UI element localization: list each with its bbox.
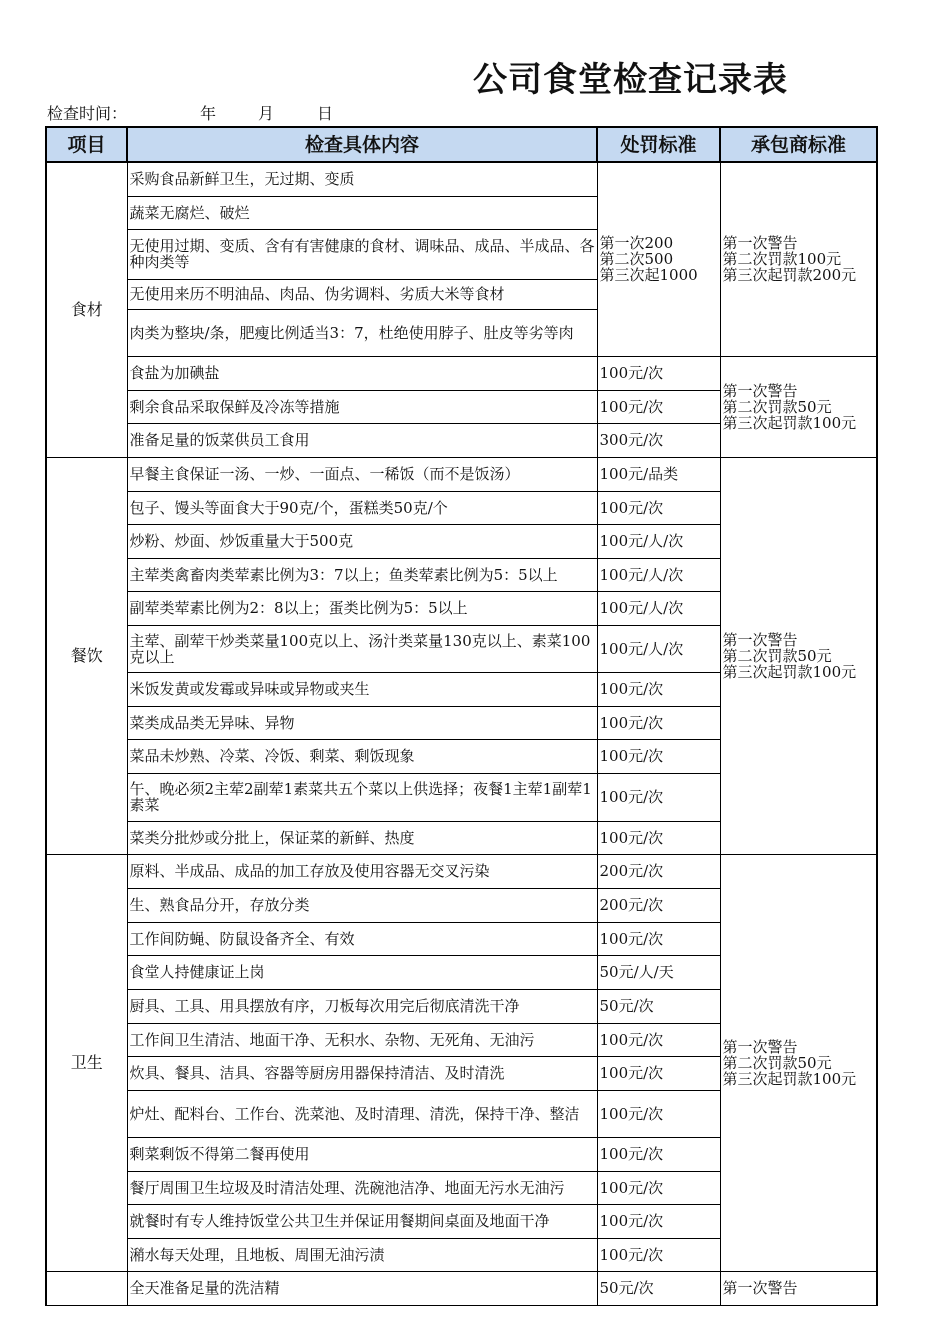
inspection-item: 炉灶、配料台、工作台、洗菜池、及时清理、清洗，保持干净、整洁 (127, 1090, 597, 1137)
inspection-item: 厨具、工具、用具摆放有序，刀板每次用完后彻底清洗干净 (127, 989, 597, 1023)
table-row (46, 162, 877, 196)
penalty-standard: 100元/次 (597, 1056, 720, 1090)
inspection-item: 炒粉、炒面、炒饭重量大于500克 (127, 524, 597, 558)
inspection-item: 主荤、副荤干炒类菜量100克以上、汤汁类菜量130克以上、素菜100克以上 (127, 625, 597, 672)
penalty-standard: 100元/人/次 (597, 591, 720, 625)
penalty-standard: 100元/次 (597, 356, 720, 390)
table-header-row (46, 127, 877, 162)
penalty-standard: 100元/人/次 (597, 524, 720, 558)
inspection-item: 采购食品新鲜卫生，无过期、变质 (127, 162, 597, 196)
date-year-label: 年 (200, 104, 217, 123)
inspection-item: 无使用来历不明油品、肉品、伪劣调料、劣质大米等食材 (127, 279, 597, 309)
contractor-standard: 第一次警告 第二次罚款50元 第三次起罚款100元 (720, 457, 877, 854)
contractor-standard: 第一次警告 (720, 1271, 877, 1305)
inspection-item: 肉类为整块/条，肥瘦比例适当3：7，杜绝使用脖子、肚皮等劣等肉 (127, 309, 597, 356)
penalty-standard: 100元/品类 (597, 457, 720, 491)
inspection-item: 剩菜剩饭不得第二餐再使用 (127, 1137, 597, 1171)
penalty-standard: 100元/次 (597, 1137, 720, 1171)
header-content: 检查具体内容 (127, 127, 597, 162)
category-cell: 食材 (46, 162, 127, 457)
page-title: 公司食堂检查记录表 (473, 60, 788, 100)
penalty-standard: 100元/次 (597, 1238, 720, 1271)
inspection-item: 午、晚必须2主荤2副荤1素菜共五个菜以上供选择；夜餐1主荤1副荤1素菜 (127, 773, 597, 821)
penalty-standard: 100元/次 (597, 922, 720, 955)
penalty-standard: 50元/次 (597, 989, 720, 1023)
penalty-standard: 100元/人/次 (597, 558, 720, 591)
inspection-item: 工作间卫生清洁、地面干净、无积水、杂物、无死角、无油污 (127, 1023, 597, 1056)
penalty-standard: 100元/次 (597, 1171, 720, 1204)
inspection-item: 菜品未炒熟、冷菜、冷饭、剩菜、剩饭现象 (127, 739, 597, 773)
penalty-standard: 100元/次 (597, 773, 720, 821)
table-row (46, 854, 877, 888)
inspection-item: 潲水每天处理，且地板、周围无油污渍 (127, 1238, 597, 1271)
inspection-date-row (47, 101, 547, 123)
inspection-item: 全天准备足量的洗洁精 (127, 1271, 597, 1305)
inspection-item: 炊具、餐具、洁具、容器等厨房用器保持清洁、及时清洗 (127, 1056, 597, 1090)
table-row (46, 356, 877, 390)
inspection-item: 主荤类禽畜肉类荤素比例为3：7以上；鱼类荤素比例为5：5以上 (127, 558, 597, 591)
table-row (46, 457, 877, 491)
inspection-item: 食盐为加碘盐 (127, 356, 597, 390)
penalty-standard: 50元/人/天 (597, 955, 720, 989)
table-body (46, 162, 877, 1305)
inspection-item: 包子、馒头等面食大于90克/个，蛋糕类50克/个 (127, 491, 597, 524)
header-penalty: 处罚标准 (597, 127, 720, 162)
header-item: 项目 (46, 127, 127, 162)
penalty-standard: 100元/次 (597, 821, 720, 854)
table-row (46, 1271, 877, 1305)
date-month-label: 月 (258, 104, 275, 123)
inspection-item: 副荤类荤素比例为2：8以上；蛋类比例为5：5以上 (127, 591, 597, 625)
category-cell: 餐饮 (46, 457, 127, 854)
contractor-standard: 第一次警告 第二次罚款100元 第三次起罚款200元 (720, 162, 877, 356)
contractor-standard: 第一次警告 第二次罚款50元 第三次起罚款100元 (720, 356, 877, 457)
inspection-item: 菜类成品类无异味、异物 (127, 706, 597, 739)
penalty-standard: 300元/次 (597, 423, 720, 457)
category-cell: 卫生 (46, 854, 127, 1271)
category-cell (46, 1271, 127, 1305)
inspection-item: 米饭发黄或发霉或异味或异物或夹生 (127, 672, 597, 706)
penalty-standard: 200元/次 (597, 854, 720, 888)
penalty-standard: 100元/次 (597, 390, 720, 423)
penalty-standard: 100元/次 (597, 739, 720, 773)
inspection-table (45, 126, 878, 1306)
inspection-item: 早餐主食保证一汤、一炒、一面点、一稀饭（而不是饭汤） (127, 457, 597, 491)
inspection-item: 原料、半成品、成品的加工存放及使用容器无交叉污染 (127, 854, 597, 888)
penalty-standard: 第一次200 第二次500 第三次起1000 (597, 162, 720, 356)
penalty-standard: 100元/人/次 (597, 625, 720, 672)
inspection-item: 餐厅周围卫生垃圾及时清洁处理、洗碗池洁净、地面无污水无油污 (127, 1171, 597, 1204)
penalty-standard: 100元/次 (597, 706, 720, 739)
inspection-item: 剩余食品采取保鲜及冷冻等措施 (127, 390, 597, 423)
penalty-standard: 100元/次 (597, 491, 720, 524)
inspection-item: 菜类分批炒或分批上，保证菜的新鲜、热度 (127, 821, 597, 854)
inspection-item: 无使用过期、变质、含有有害健康的食材、调味品、成品、半成品、各种肉类等 (127, 229, 597, 279)
penalty-standard: 100元/次 (597, 1204, 720, 1238)
inspection-item: 准备足量的饭菜供员工食用 (127, 423, 597, 457)
header-contractor: 承包商标准 (720, 127, 877, 162)
penalty-standard: 50元/次 (597, 1271, 720, 1305)
penalty-standard: 100元/次 (597, 672, 720, 706)
penalty-standard: 100元/次 (597, 1090, 720, 1137)
inspection-item: 蔬菜无腐烂、破烂 (127, 196, 597, 229)
inspection-item: 生、熟食品分开，存放分类 (127, 888, 597, 922)
contractor-standard: 第一次警告 第二次罚款50元 第三次起罚款100元 (720, 854, 877, 1271)
inspection-item: 工作间防蝇、防鼠设备齐全、有效 (127, 922, 597, 955)
inspection-item: 就餐时有专人维持饭堂公共卫生并保证用餐期间桌面及地面干净 (127, 1204, 597, 1238)
inspection-item: 食堂人持健康证上岗 (127, 955, 597, 989)
penalty-standard: 200元/次 (597, 888, 720, 922)
inspection-date-label: 检查时间： (47, 104, 128, 123)
date-day-label: 日 (317, 104, 334, 123)
penalty-standard: 100元/次 (597, 1023, 720, 1056)
